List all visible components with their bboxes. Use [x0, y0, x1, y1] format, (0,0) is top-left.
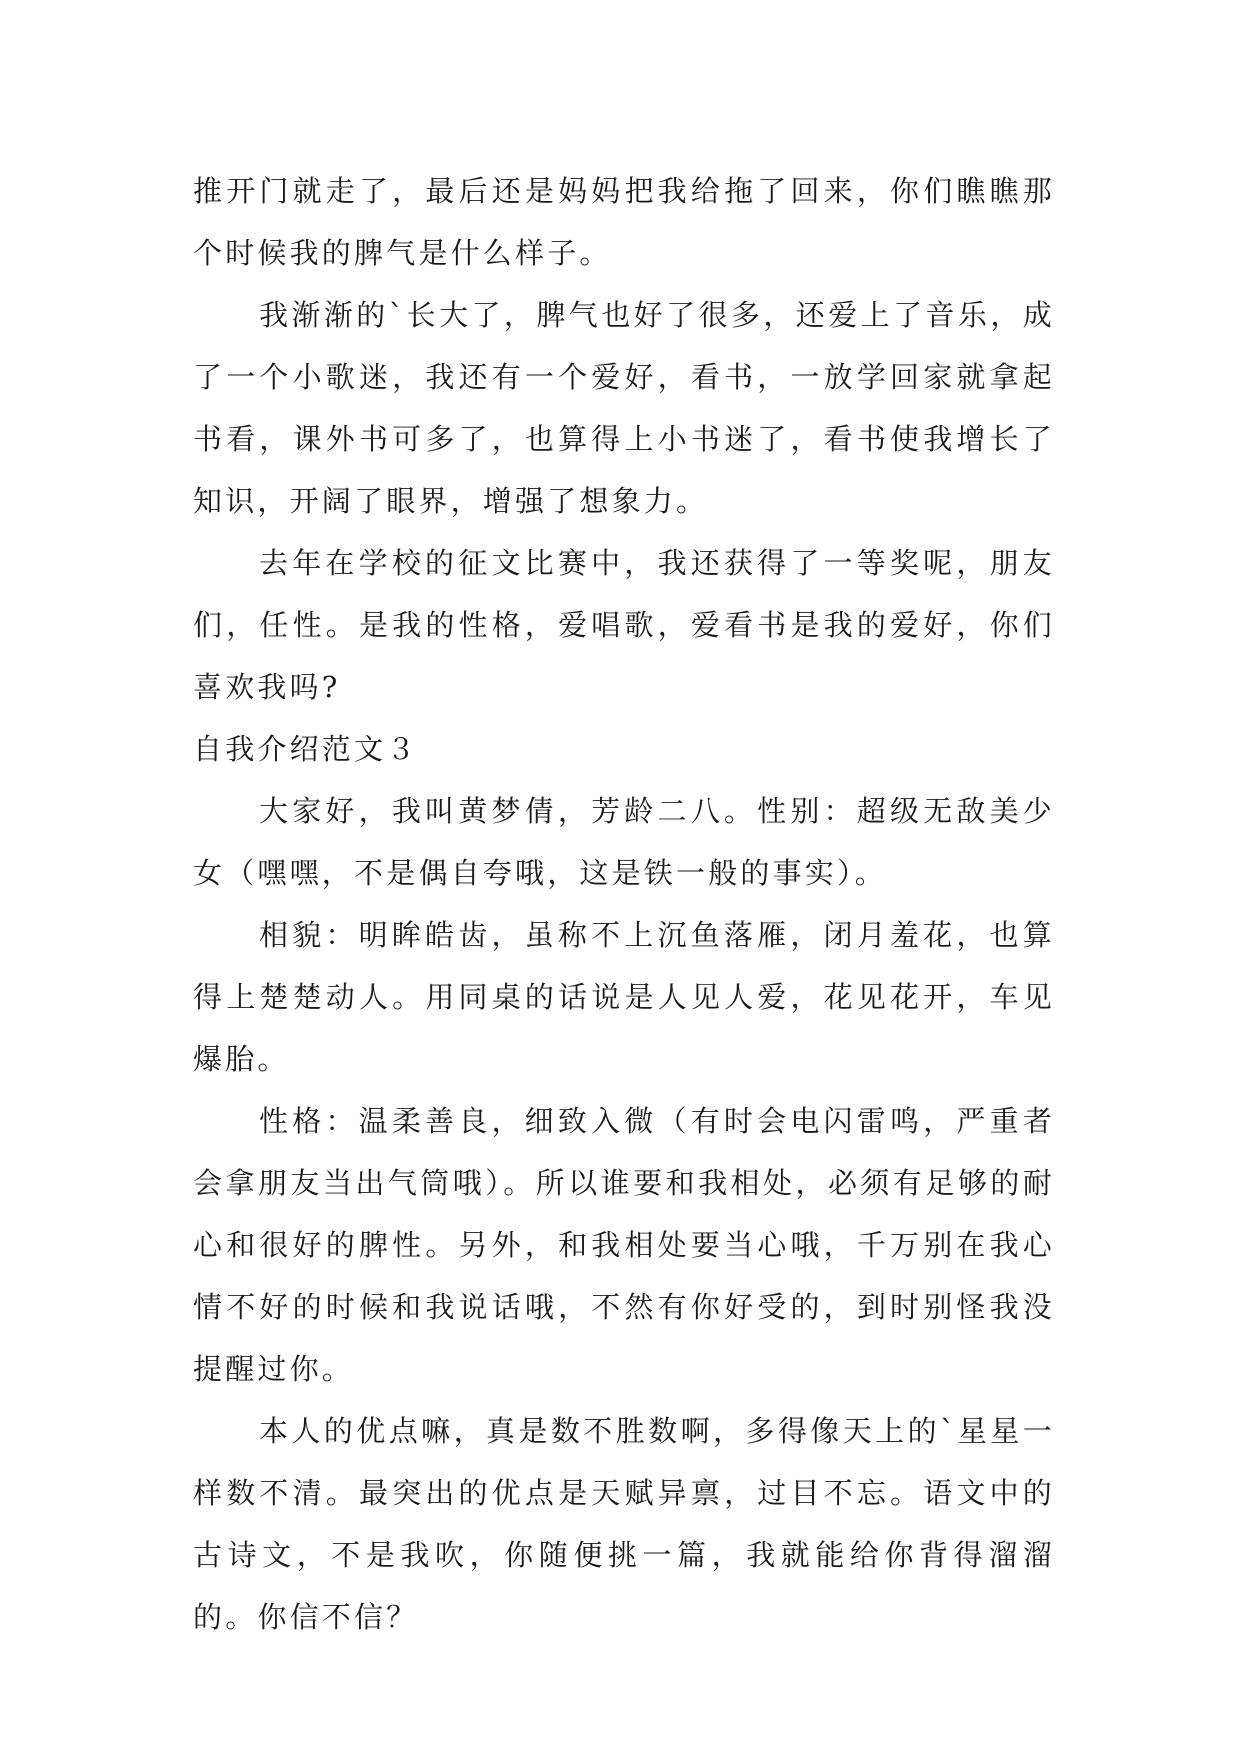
paragraph: 性格：温柔善良，细致入微（有时会电闪雷鸣，严重者会拿朋友当出气筒哦）。所以谁要和我相处，必须有足够的耐心和很好的脾性。另外，和我相处要当心哦，千万别在我心情不好的时候和我说话哦，不然有你好受的，到时别怪我没提醒过你。: [193, 1104, 1055, 1386]
paragraph: 推开门就走了，最后还是妈妈把我给拖了回来，你们瞧瞧那个时候我的脾气是什么样子。: [193, 174, 1055, 270]
section-heading: 自我介绍范文３: [193, 732, 419, 766]
paragraph: 去年在学校的征文比赛中，我还获得了一等奖呢，朋友们，任性。是我的性格，爱唱歌，爱看书是我的爱好，你们喜欢我吗?: [193, 546, 1055, 704]
document-body: [193, 160, 1055, 1648]
paragraph: 本人的优点嘛，真是数不胜数啊，多得像天上的`星星一样数不清。最突出的优点是天赋异禀，过目不忘。语文中的古诗文，不是我吹，你随便挑一篇，我就能给你背得溜溜的。你信不信？: [193, 1414, 1055, 1634]
paragraph: 相貌：明眸皓齿，虽称不上沉鱼落雁，闭月羞花，也算得上楚楚动人。用同桌的话说是人见人爱，花见花开，车见爆胎。: [193, 918, 1055, 1076]
paragraph: 大家好，我叫黄梦倩，芳龄二八。性别：超级无敌美少女（嘿嘿，不是偶自夸哦，这是铁一般的事实）。: [193, 794, 1055, 890]
paragraph: 我渐渐的`长大了，脾气也好了很多，还爱上了音乐，成了一个小歌迷，我还有一个爱好，看书，一放学回家就拿起书看，课外书可多了，也算得上小书迷了，看书使我增长了知识，开阔了眼界，增强了想象力。: [193, 298, 1055, 518]
